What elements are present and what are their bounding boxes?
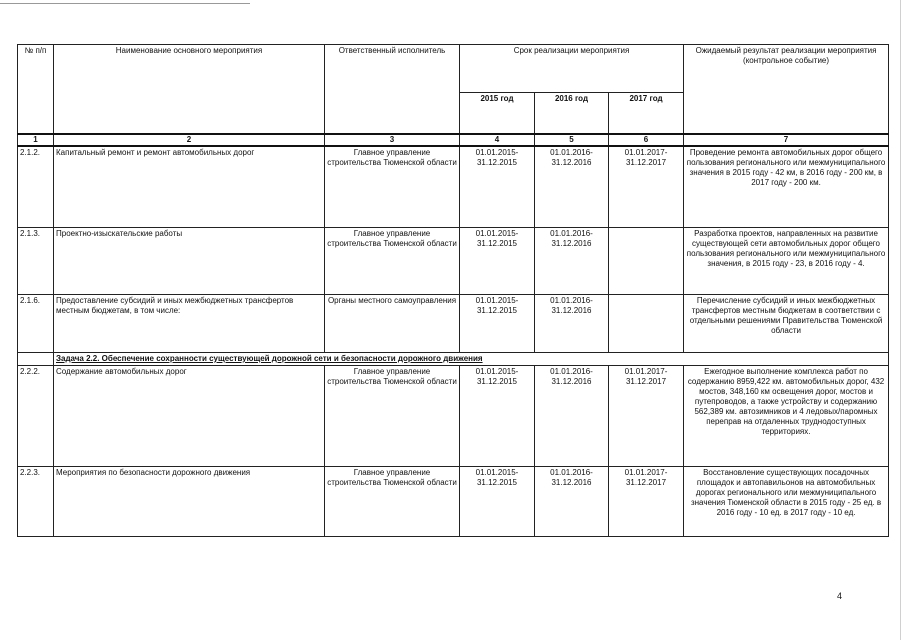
column-number: 6 (609, 134, 684, 146)
task-heading-spacer (18, 353, 54, 366)
table-row (18, 228, 889, 295)
header-num: № п/п (18, 45, 54, 134)
row-period-2017 (609, 295, 684, 353)
row-name: Предоставление субсидий и иных межбюджетных трансфертов местным бюджетам, в том числе: (54, 295, 325, 353)
row-period-2015: 01.01.2015- 31.12.2015 (460, 146, 535, 228)
column-number: 3 (325, 134, 460, 146)
row-period-2016: 01.01.2016- 31.12.2016 (535, 228, 609, 295)
row-num: 2.2.2. (18, 366, 54, 467)
column-number: 7 (684, 134, 889, 146)
column-numbers-row (18, 134, 889, 146)
header-executor: Ответственный исполнитель (325, 45, 460, 134)
row-executor: Главное управление строительства Тюменской области (325, 228, 460, 295)
row-executor: Органы местного самоуправления (325, 295, 460, 353)
scan-edge-top (0, 3, 250, 4)
row-result: Восстановление существующих посадочных площадок и автопавильонов на автомобильных дорогах регионального или межмуниципального значения Тюменской области в 2015 году - 25 ед. в 2016 году - 10 ед. в 2017 году - 10 ед. (684, 467, 889, 537)
row-result: Перечисление субсидий и иных межбюджетных трансфертов местным бюджетам в соответствии с отдельными решениями Правительства Тюменской области (684, 295, 889, 353)
row-result: Разработка проектов, направленных на развитие существующей сети автомобильных дорог общего пользования регионального или межмуниципального значения, в 2015 году - 23, в 2016 году - 4. (684, 228, 889, 295)
row-name: Содержание автомобильных дорог (54, 366, 325, 467)
row-executor: Главное управление строительства Тюменской области (325, 467, 460, 537)
row-period-2017: 01.01.2017- 31.12.2017 (609, 467, 684, 537)
header-name: Наименование основного мероприятия (54, 45, 325, 134)
row-name: Проектно-изыскательские работы (54, 228, 325, 295)
row-period-2017: 01.01.2017- 31.12.2017 (609, 366, 684, 467)
row-period-2017 (609, 228, 684, 295)
row-period-2015: 01.01.2015- 31.12.2015 (460, 228, 535, 295)
scan-edge-right (900, 0, 901, 640)
column-number: 4 (460, 134, 535, 146)
header-result: Ожидаемый результат реализации мероприятия (контрольное событие) (684, 45, 889, 134)
table-row (18, 467, 889, 537)
row-name: Мероприятия по безопасности дорожного движения (54, 467, 325, 537)
table-row (18, 366, 889, 467)
header-year-2015: 2015 год (460, 93, 535, 134)
row-period-2015: 01.01.2015- 31.12.2015 (460, 366, 535, 467)
column-number: 2 (54, 134, 325, 146)
task-heading-row (18, 353, 889, 366)
row-period-2015: 01.01.2015- 31.12.2015 (460, 467, 535, 537)
row-period-2016: 01.01.2016- 31.12.2016 (535, 467, 609, 537)
row-executor: Главное управление строительства Тюменской области (325, 366, 460, 467)
row-result: Ежегодное выполнение комплекса работ по содержанию 8959,422 км. автомобильных дорог, 432 мостов, 348,160 км освещения дорог, мостов и путепроводов, а также устройству и содержанию 562,389 км. автозимников и 4 ледовых/паромных переправ на отдаленных труднодоступных территориях. (684, 366, 889, 467)
row-name: Капитальный ремонт и ремонт автомобильных дорог (54, 146, 325, 228)
column-number: 1 (18, 134, 54, 146)
row-num: 2.1.6. (18, 295, 54, 353)
table-row (18, 295, 889, 353)
column-number: 5 (535, 134, 609, 146)
row-num: 2.1.2. (18, 146, 54, 228)
row-period-2016: 01.01.2016- 31.12.2016 (535, 295, 609, 353)
header-period: Срок реализации мероприятия (460, 45, 684, 93)
row-num: 2.1.3. (18, 228, 54, 295)
row-period-2015: 01.01.2015- 31.12.2015 (460, 295, 535, 353)
header-year-2016: 2016 год (535, 93, 609, 134)
task-heading: Задача 2.2. Обеспечение сохранности существующей дорожной сети и безопасности дорожного движения (54, 353, 889, 366)
row-executor: Главное управление строительства Тюменской области (325, 146, 460, 228)
row-period-2017: 01.01.2017- 31.12.2017 (609, 146, 684, 228)
activities-table (17, 44, 889, 537)
row-period-2016: 01.01.2016- 31.12.2016 (535, 146, 609, 228)
table-row (18, 146, 889, 228)
header-year-2017: 2017 год (609, 93, 684, 134)
row-period-2016: 01.01.2016- 31.12.2016 (535, 366, 609, 467)
row-num: 2.2.3. (18, 467, 54, 537)
page-number: 4 (837, 591, 843, 601)
row-result: Проведение ремонта автомобильных дорог общего пользования регионального или межмуниципального значения в 2015 году - 42 км, в 2016 году - 200 км, в 2017 году - 200 км. (684, 146, 889, 228)
